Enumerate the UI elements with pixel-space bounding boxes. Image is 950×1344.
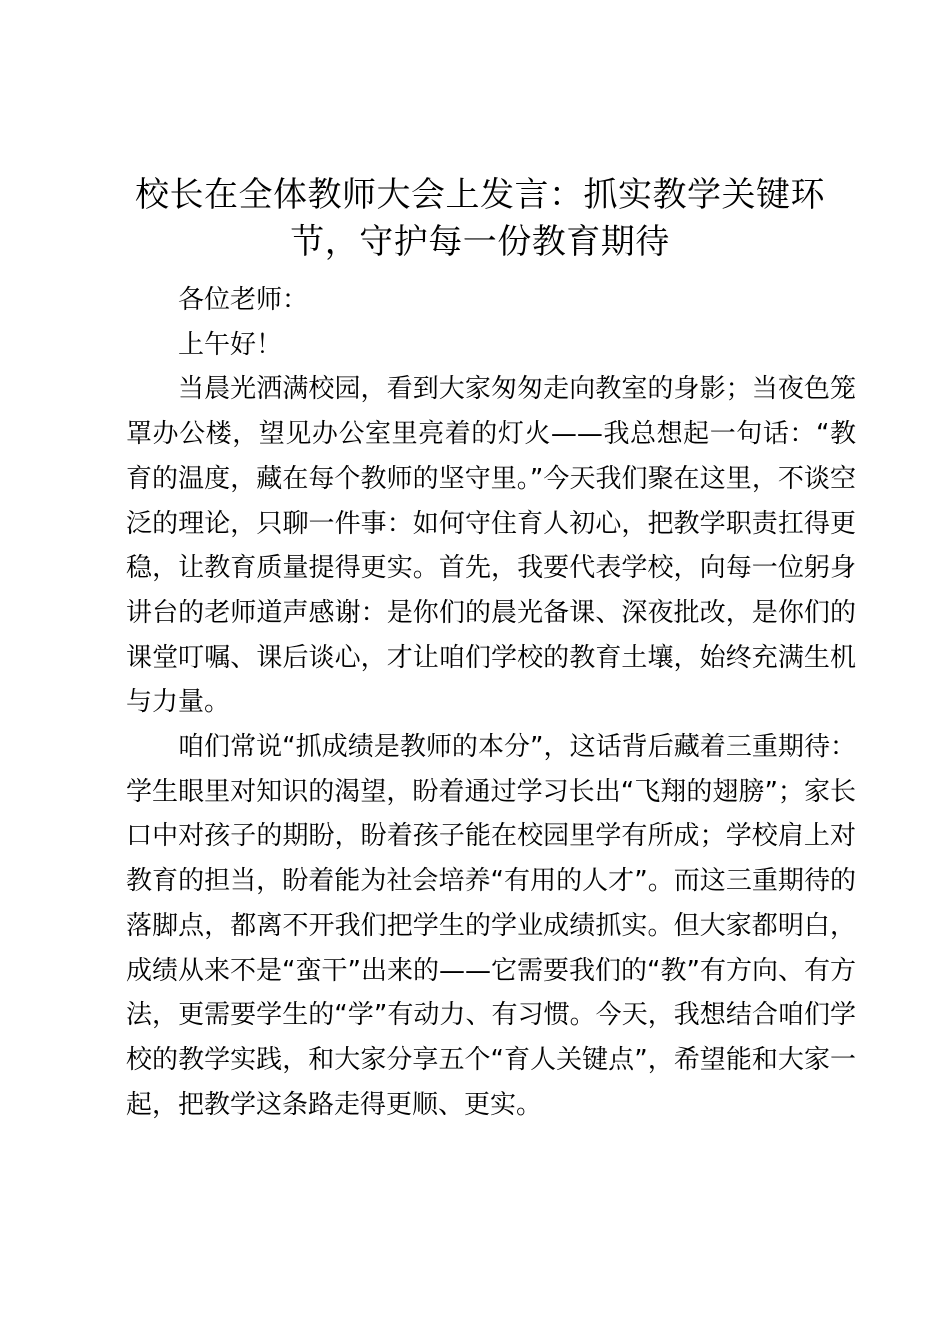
paragraph: 当晨光洒满校园，看到大家匆匆走向教室的身影；当夜色笼罩办公楼，望见办公室里亮着的灯火——我总想起一句话：“教育的温度，藏在每个教师的坚守里。”今天我们聚在这里，不谈空泛的理论，只聊一件事：如何守住育人初心，把教学职责扛得更稳，让教育质量提得更实。首先，我要代表学校，向每一位躬身讲台的老师道声感谢：是你们的晨光备课、深夜批改，是你们的课堂叮嘱、课后谈心，才让咱们学校的教育土壤，始终充满生机与力量。	[126, 374, 856, 718]
document-body	[126, 278, 856, 1127]
salutation: 各位老师：	[178, 285, 309, 315]
paragraph: 咱们常说“抓成绩是教师的本分”，这话背后藏着三重期待：学生眼里对知识的渴望，盼着通过学习长出“飞翔的翅膀”；家长口中对孩子的期盼，盼着孩子能在校园里学有所成；学校肩上对教育的担当，盼着能为社会培养“有用的人才”。而这三重期待的落脚点，都离不开我们把学生的学业成绩抓实。但大家都明白，成绩从来不是“蛮干”出来的——它需要我们的“教”有方向、有方法，更需要学生的“学”有动力、有习惯。今天，我想结合咱们学校的教学实践，和大家分享五个“育人关键点”，希望能和大家一起，把教学这条路走得更顺、更实。	[126, 732, 856, 1120]
greeting: 上午好！	[178, 329, 283, 360]
document-title: 校长在全体教师大会上发言：抓实教学关键环节，守护每一份教育期待	[135, 175, 825, 262]
